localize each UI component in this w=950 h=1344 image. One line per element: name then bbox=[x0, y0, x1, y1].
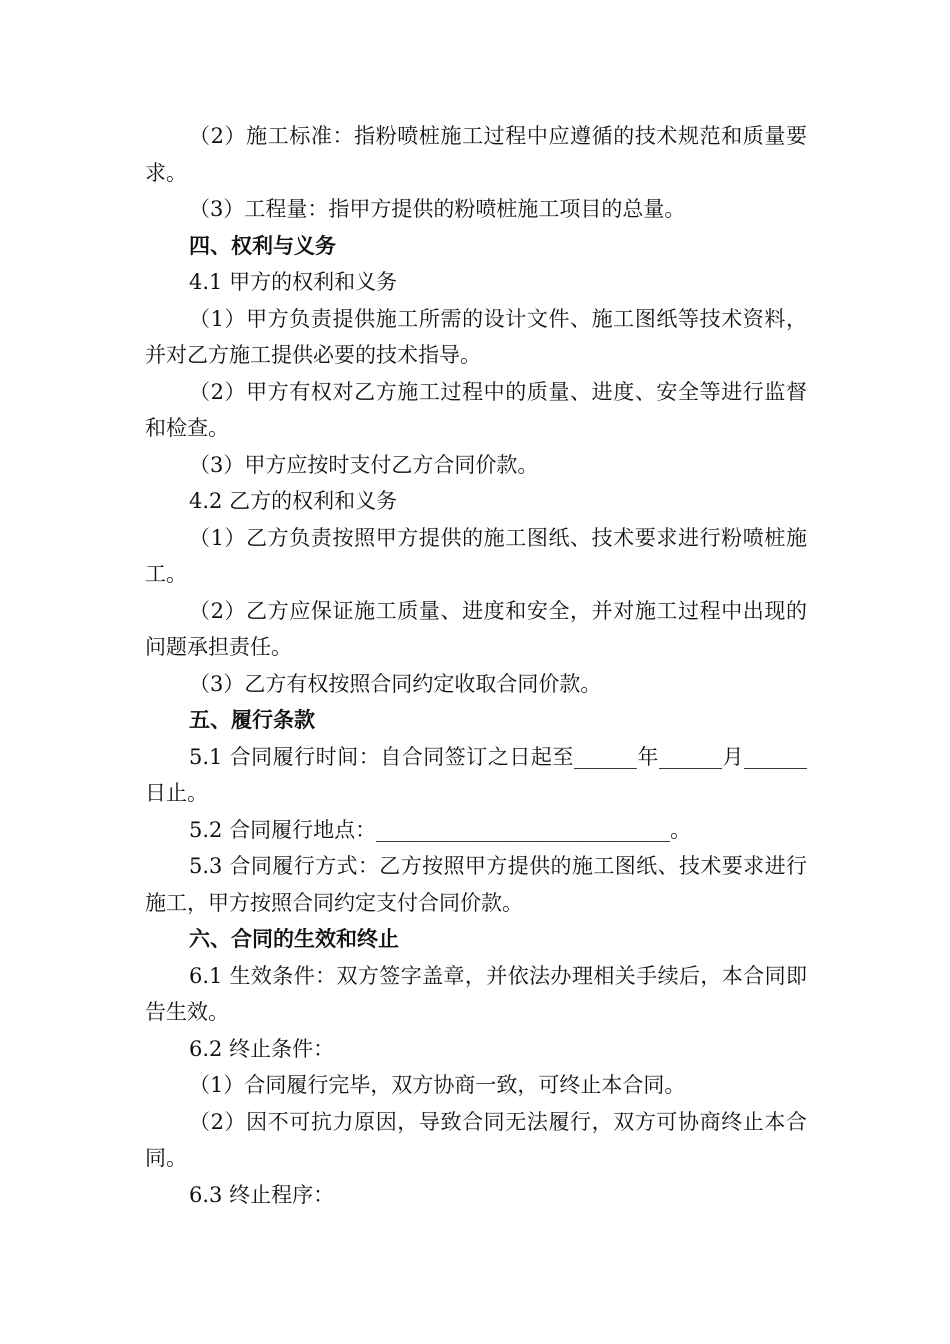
paragraph: 6.1 生效条件：双方签字盖章，并依法办理相关手续后，本合同即告生效。 bbox=[145, 963, 807, 1024]
section-heading: 四、权利与义务 bbox=[189, 232, 336, 258]
paragraph: （1）合同履行完毕，双方协商一致，可终止本合同。 bbox=[189, 1073, 686, 1097]
paragraph: （2）甲方有权对乙方施工过程中的质量、进度、安全等进行监督和检查。 bbox=[145, 379, 807, 440]
paragraph: 5.1 合同履行时间：自合同签订之日起至______年______月______日止。 bbox=[145, 744, 807, 805]
paragraph: （1）甲方负责提供施工所需的设计文件、施工图纸等技术资料，并对乙方施工提供必要的技术指导。 bbox=[145, 306, 807, 367]
paragraph: （3）乙方有权按照合同约定收取合同价款。 bbox=[189, 671, 602, 696]
paragraph: 6.3 终止程序： bbox=[189, 1182, 335, 1207]
paragraph: 4.2 乙方的权利和义务 bbox=[189, 489, 398, 513]
paragraph: 5.2 合同履行地点：____________________________。 bbox=[189, 817, 692, 842]
paragraph: （2）施工标准：指粉喷桩施工过程中应遵循的技术规范和质量要求。 bbox=[145, 124, 807, 185]
paragraph: （1）乙方负责按照甲方提供的施工图纸、技术要求进行粉喷桩施工。 bbox=[145, 525, 807, 586]
paragraph: 4.1 甲方的权利和义务 bbox=[189, 270, 398, 294]
section-heading: 六、合同的生效和终止 bbox=[189, 926, 399, 951]
document-body bbox=[145, 118, 807, 1213]
paragraph: 5.3 合同履行方式：乙方按照甲方提供的施工图纸、技术要求进行施工，甲方按照合同约定支付合同价款。 bbox=[145, 854, 807, 915]
paragraph: （2）乙方应保证施工质量、进度和安全，并对施工过程中出现的问题承担责任。 bbox=[145, 598, 807, 659]
paragraph: （2）因不可抗力原因，导致合同无法履行，双方可协商终止本合同。 bbox=[145, 1109, 807, 1170]
paragraph: （3）甲方应按时支付乙方合同价款。 bbox=[189, 452, 539, 477]
section-heading: 五、履行条款 bbox=[189, 707, 315, 732]
paragraph: 6.2 终止条件： bbox=[189, 1036, 335, 1061]
paragraph: （3）工程量：指甲方提供的粉喷桩施工项目的总量。 bbox=[189, 197, 686, 221]
